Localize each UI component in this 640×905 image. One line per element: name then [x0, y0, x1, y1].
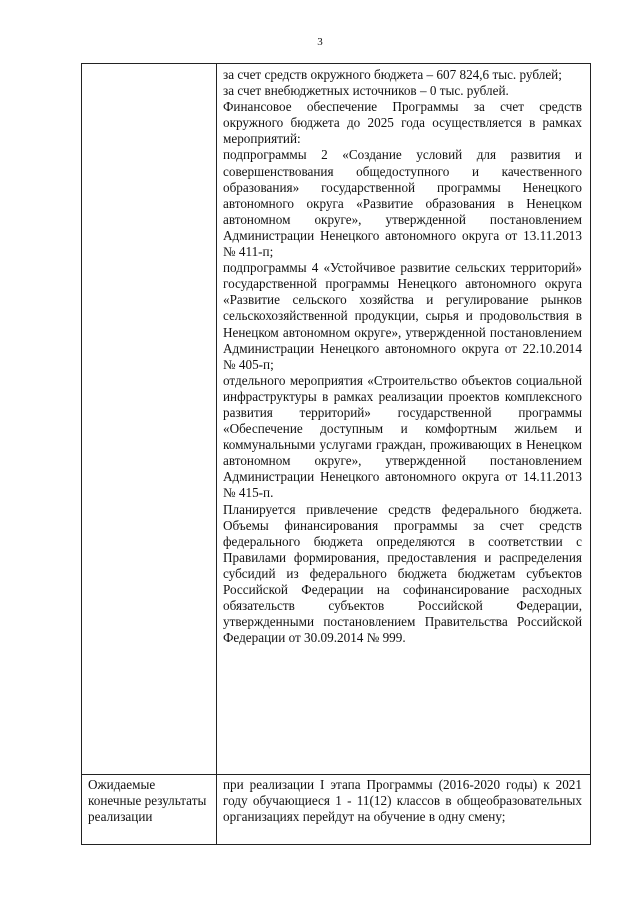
- paragraph-subprogram-4: подпрограммы 4 «Устойчивое развитие сельских территорий» государственной программы Ненецкого автономного округа «Развитие сельского хозяйства и регулирование рынков сельскохозяйственной продукции, сырья и продовольствия в Ненецком автономном округе», утвержденной постановлением Администрации Ненецкого автономного округа от 22.10.2014 № 405-п;: [223, 260, 582, 372]
- table-row-financing: [82, 64, 591, 775]
- paragraph-stage-1-results: при реализации I этапа Программы (2016-2020 годы) к 2021 году обучающиеся 1 - 11(12) классов в общеобразовательных организациях перейдут на обучение в одну смену;: [223, 777, 582, 825]
- program-passport-table: [81, 63, 591, 845]
- paragraph-subprogram-2: подпрограммы 2 «Создание условий для развития и совершенствования общедоступного и качественного образования» государственной программы Ненецкого автономного округа «Развитие образования в Ненецком автономном округе», утвержденной постановлением Администрации Ненецкого автономного округа от 13.11.2013 № 411-п;: [223, 147, 582, 260]
- paragraph-regional-budget: за счет средств окружного бюджета – 607 824,6 тыс. рублей;: [223, 67, 562, 82]
- row-label-expected-results: Ожидаемые конечные результаты реализации: [82, 775, 217, 845]
- table-row-expected-results: [82, 775, 591, 845]
- page-number: 3: [317, 36, 323, 48]
- paragraph-financing-intro: Финансовое обеспечение Программы за счет средств окружного бюджета до 2025 года осуществляется в рамках мероприятий:: [223, 99, 582, 147]
- financing-details-cell: [217, 64, 591, 775]
- paragraph-federal-budget: Планируется привлечение средств федерального бюджета. Объемы финансирования программы за счет средств федерального бюджета определяются в соответствии с Правилами формирования, предоставления и распределения субсидий из федерального бюджета бюджетам субъектов Российской Федерации на софинансирование расходных обязательств субъектов Российской Федерации, утвержденными постановлением Правительства Российской Федерации от 30.09.2014 № 999.: [223, 501, 582, 646]
- expected-results-cell: [217, 775, 591, 845]
- row-label-cell: [82, 64, 217, 775]
- paragraph-extrabudgetary: за счет внебюджетных источников – 0 тыс. рублей.: [223, 83, 509, 99]
- paragraph-separate-measure: отдельного мероприятия «Строительство объектов социальной инфраструктуры в рамках реализации проектов комплексного развития территорий» государственной программы «Обеспечение доступным и комфортным жильем и коммунальными услугами граждан, проживающих в Ненецком автономном округе», утвержденной постановлением Администрации Ненецкого автономного округа от 14.11.2013 № 415-п.: [223, 372, 582, 501]
